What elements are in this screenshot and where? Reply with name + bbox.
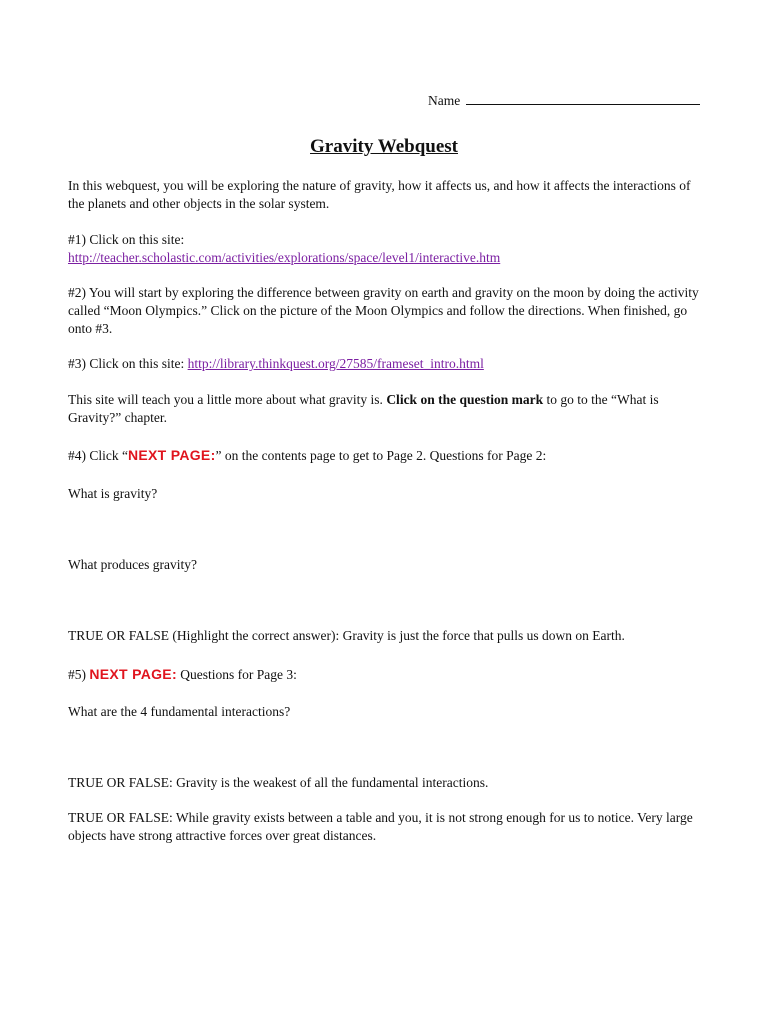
step4-prefix: #4) Click “ [68, 448, 128, 463]
thinkquest-link[interactable]: http://library.thinkquest.org/27585/frameset_intro.html [187, 356, 484, 371]
page-title [0, 136, 768, 158]
question-four-interactions: What are the 4 fundamental interactions? [68, 704, 291, 719]
site-info-text-after: to go to the “What is Gravity?” chapter. [68, 392, 659, 425]
step3-text: #3) Click on this site: [68, 356, 188, 371]
scholastic-link[interactable]: http://teacher.scholastic.com/activities/explorations/space/level1/interactive.htm [68, 250, 501, 265]
page-title-text: Gravity Webquest [310, 136, 458, 157]
question-what-produces-gravity: What produces gravity? [68, 557, 197, 572]
next-page-label: NEXT PAGE: [89, 666, 177, 682]
true-false-question-3: TRUE OR FALSE: While gravity exists between a table and you, it is not strong enough for us to notice. Very large objects have strong attractive forces over great distances. [68, 810, 693, 843]
question-what-is-gravity: What is gravity? [68, 486, 158, 501]
true-false-question-1: TRUE OR FALSE (Highlight the correct answer): Gravity is just the force that pulls us down on Earth. [68, 628, 625, 643]
step5-suffix: Questions for Page 3: [176, 667, 297, 682]
step5-prefix: #5) [68, 667, 90, 682]
next-page-label: NEXT PAGE: [128, 447, 216, 463]
step1-paragraph [68, 231, 708, 267]
name-blank-line[interactable] [466, 92, 700, 105]
name-label: Name [428, 93, 461, 108]
question-mark-instruction: Click on the question mark [386, 392, 544, 407]
step5-paragraph [68, 665, 708, 684]
intro-paragraph: In this webquest, you will be exploring the nature of gravity, how it affects us, and how it affects the interactions of the planets and other objects in the solar system. [68, 178, 691, 211]
true-false-question-2: TRUE OR FALSE: Gravity is the weakest of all the fundamental interactions. [68, 775, 489, 790]
site-info-text-before: This site will teach you a little more about what gravity is. [68, 392, 387, 407]
name-field [428, 92, 700, 109]
site-info-paragraph [68, 391, 708, 427]
step2-paragraph: #2) You will start by exploring the difference between gravity on earth and gravity on the moon by doing the activity called “Moon Olympics.” Click on the picture of the Moon Olympics and follow the directions. When finished, go onto #3. [68, 285, 699, 336]
step4-suffix: ” on the contents page to get to Page 2. Questions for Page 2: [215, 448, 547, 463]
step3-paragraph [68, 355, 708, 373]
step1-text: #1) Click on this site: [68, 232, 185, 247]
step4-paragraph [68, 446, 708, 465]
